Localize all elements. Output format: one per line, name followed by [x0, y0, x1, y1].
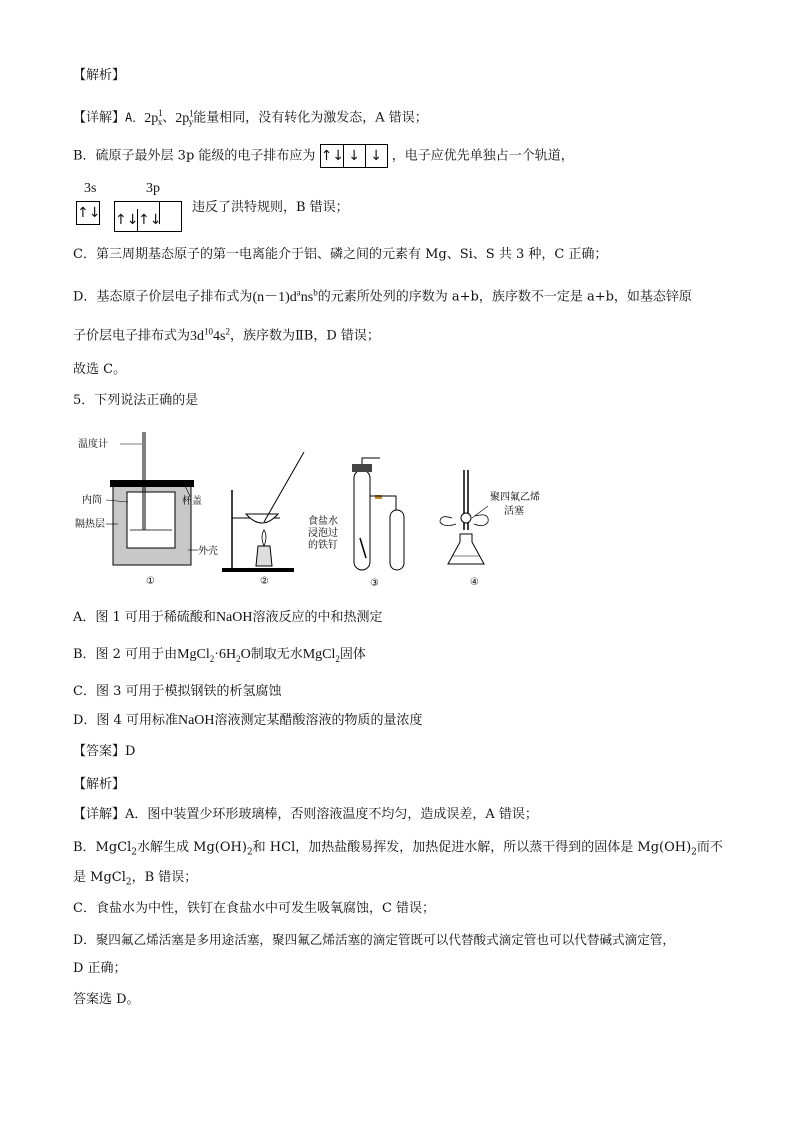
formula-text: MgCl [177, 647, 210, 662]
option-text: 溶液测定某醋酸溶液的物质的量浓度 [214, 713, 423, 728]
test-tube [354, 470, 370, 570]
sub: 2 [335, 653, 340, 664]
answer-value: D [125, 744, 136, 759]
figure-2-evaporation [222, 452, 304, 587]
orbital-box-diagram [320, 144, 388, 168]
glass-rod [264, 452, 304, 522]
explanation-D-line1 [73, 282, 692, 308]
orbital-2px [144, 108, 163, 128]
orbital-box: ↑↓ [320, 148, 345, 164]
stopcock [461, 513, 471, 523]
option-prefix: A． [125, 110, 145, 125]
option-text: 能量相同，没有转化为激发态，A 错误； [193, 110, 428, 126]
detail-label: 【详解】 [73, 110, 126, 126]
sub: y [188, 117, 194, 128]
separator: 、 [162, 110, 176, 126]
orbital-2py [175, 108, 194, 128]
orbital-3s [76, 201, 100, 225]
option-C: C．图 3 可用于模拟钢铁的析氢腐蚀 [73, 684, 282, 699]
label-shell: 外壳 [198, 546, 218, 557]
formula-text: O [240, 647, 251, 662]
detail-label: 【详解】 [73, 807, 126, 822]
config-formula [252, 287, 318, 305]
label-insulation: 隔热层 [75, 519, 105, 530]
explanation-text: 是 MgCl [73, 870, 126, 885]
orbital-box-diagram [76, 201, 100, 225]
explanation-5D-line1: D．聚四氟乙烯活塞是多用途活塞，聚四氟乙烯活塞的滴定管既可以代替酸式滴定管也可以代替碱式滴定管， [73, 932, 676, 947]
option-text: 制取无水 [250, 647, 303, 662]
explanation-5D-line2: D 正确； [73, 961, 127, 976]
formula-mgcl2-hydrate [177, 647, 251, 662]
orbital-box: ↑↓ [115, 212, 139, 228]
explanation-text: ，B 错误； [131, 870, 198, 885]
sub: 2 [125, 877, 132, 888]
figure-4-titration [440, 470, 540, 588]
label-thermometer: 温度计 [78, 439, 108, 450]
explanation-5B-line1 [73, 838, 723, 863]
sup: 2 [225, 326, 230, 336]
orbital-text: 2p [175, 110, 190, 126]
label-3s: 3s [84, 181, 97, 196]
caption-4: ④ [470, 577, 479, 588]
analysis-heading: 【解析】 [73, 68, 126, 83]
label-ptfe-2: 活塞 [504, 506, 524, 517]
explanation-5C: C．食盐水为中性，铁钉在食盐水中可发生吸氧腐蚀，C 错误； [73, 901, 436, 916]
sup: b [313, 287, 318, 297]
option-text: B．图 2 可用于由 [73, 647, 178, 662]
sup: 10 [204, 326, 214, 336]
sup: 1 [158, 108, 163, 118]
sub: x [157, 117, 163, 128]
explanation-text: 和 HCl，加热盐酸易挥发，加热促进水解，所以蒸干得到的固体是 Mg(OH) [252, 840, 692, 855]
explanation-D-line2 [73, 321, 380, 347]
evaporating-dish [246, 514, 278, 523]
formula-text: 4s [213, 328, 226, 344]
sup: 1 [189, 108, 194, 118]
analysis-heading-2: 【解析】 [73, 777, 126, 792]
hand-right [474, 515, 488, 526]
formula-text: ·6H [214, 647, 237, 662]
explanation-text: 而不 [696, 840, 723, 855]
lid [110, 480, 194, 487]
tube-up [362, 458, 380, 464]
formula-naoh: NaOH [215, 610, 253, 625]
option-text: D．图 4 可用标准 [73, 713, 178, 728]
label-3p: 3p [146, 181, 160, 196]
conclusion-1: 故选 C。 [73, 362, 127, 377]
caption-3: ③ [370, 578, 379, 589]
explanation-C: C．第三周期基态原子的第一电离能介于铝、磷之间的元素有 Mg、Si、S 共 3 种，C 正确； [73, 247, 608, 262]
option-text: 的元素所处列的序数为 a+b，族序数不一定是 a+b，如基态锌原 [317, 289, 692, 305]
explanation-B-line1 [73, 144, 574, 168]
formula-mgcl2 [303, 647, 340, 662]
explanation-text: B．MgCl [73, 840, 132, 855]
option-text: D．基态原子价层电子排布式为 [73, 289, 253, 305]
label-lid: 杯盖 [182, 496, 202, 507]
label-saltwater-1: 食盐水 [308, 516, 338, 527]
formula-text: ns [300, 289, 314, 305]
explanation-A [73, 103, 428, 132]
formula-text: MgCl [302, 647, 336, 662]
caption-2: ② [260, 576, 269, 587]
orbital-box: ↓ [343, 145, 365, 167]
sub: 2 [691, 847, 697, 858]
orbital-box-diagram [114, 201, 182, 232]
caption-1: ① [146, 576, 155, 587]
orbital-box: ↑↓ [77, 205, 101, 221]
figure-3-corrosion [308, 458, 404, 589]
option-text: 固体 [339, 647, 366, 662]
experiment-figures [75, 430, 600, 598]
sub: 2 [236, 653, 241, 664]
label-ptfe-1: 聚四氟乙烯 [490, 492, 540, 503]
orbital-box: ↑↓ [137, 209, 159, 231]
option-A [73, 608, 383, 628]
orbital-box [159, 202, 181, 224]
conical-flask [448, 534, 484, 564]
label-saltwater-3: 的铁钉 [308, 540, 338, 551]
sub: 2 [131, 847, 138, 858]
option-text: A．图 1 可用于稀硫酸和 [73, 610, 216, 625]
explanation-text: A．图中装置少环形玻璃棒，否则溶液温度不均匀，造成误差，A 错误； [125, 807, 538, 822]
option-text: 溶液反应的中和热测定 [252, 610, 383, 625]
sub: 2 [209, 653, 215, 664]
option-B [73, 645, 366, 669]
flame [262, 530, 266, 546]
conclusion-2: 答案选 D。 [73, 992, 140, 1007]
alcohol-lamp [256, 546, 272, 566]
orbital-box: ↓ [365, 145, 387, 167]
formula-text: (n－1)d [252, 289, 297, 305]
option-text: 子价层电子排布式为 [73, 328, 191, 344]
option-text: B．硫原子最外层 3p 能级的电子排布应为 [73, 148, 316, 164]
sub: 2 [246, 847, 253, 858]
figure-1-calorimeter [75, 432, 218, 587]
formula-naoh: NaOH [177, 713, 215, 728]
stand-base [222, 568, 294, 572]
receiving-tube [390, 510, 404, 570]
question-5-stem: 5．下列说法正确的是 [73, 393, 199, 408]
experiment-diagram [75, 430, 600, 598]
explanation-B-line2: 违反了洪特规则，B 错误； [192, 200, 349, 215]
sup: a [296, 287, 301, 297]
explanation-5A [73, 805, 538, 825]
label-inner-cup: 内筒 [82, 495, 102, 506]
hand-left [440, 517, 456, 526]
answer-line [73, 742, 135, 762]
formula-text: 3d [190, 328, 205, 344]
inner-cup [127, 492, 175, 548]
explanation-text: 水解生成 Mg(OH) [137, 840, 247, 855]
answer-label: 【答案】 [73, 744, 126, 759]
option-text: ，族序数为ⅡB，D 错误； [229, 328, 380, 344]
explanation-5B-line2 [73, 868, 197, 893]
option-D [73, 711, 423, 731]
zinc-config [190, 326, 230, 344]
option-text: ，电子应优先单独占一个轨道， [391, 148, 574, 164]
label-saltwater-2: 浸泡过 [308, 528, 338, 539]
orbital-3p [114, 201, 182, 232]
stopper [352, 464, 372, 472]
orbital-text: 2p [144, 110, 159, 126]
